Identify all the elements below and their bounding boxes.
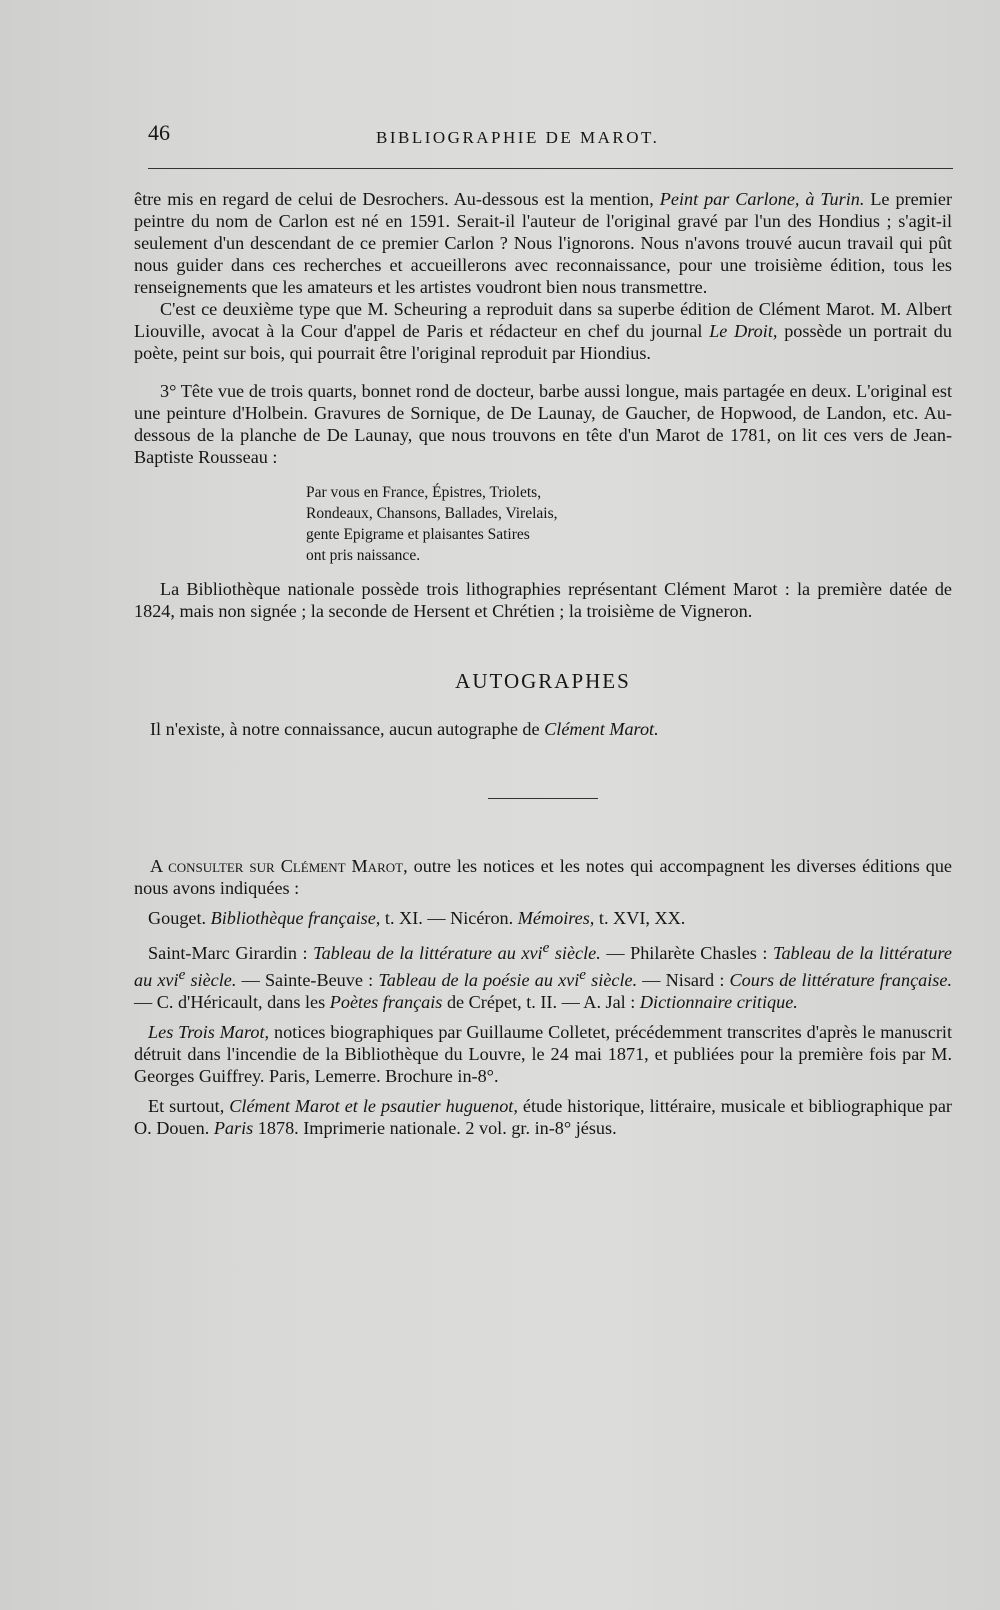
page-number: 46: [148, 120, 170, 145]
paragraph-text: Il n'existe, à notre connaissance, aucun autographe de: [150, 719, 545, 739]
ref-italic: Cours de littérature française.: [729, 970, 953, 991]
ref-italic-part: siècle.: [185, 970, 237, 991]
paragraph-second-type: [134, 298, 952, 364]
ref-italic-part: siècle.: [549, 943, 601, 964]
ref-superscript: e: [579, 966, 587, 984]
ref-italic-part: Tableau de la littérature au xvi: [313, 943, 543, 964]
ref-text: — Nisard :: [637, 970, 730, 991]
reference-gouget: [134, 907, 952, 929]
ref-text: t. XVI, XX.: [594, 908, 686, 928]
ref-text: — Philarète Chasles :: [600, 943, 774, 964]
verse-line: gente Epigrame et plaisantes Satires: [306, 526, 530, 543]
ref-text: — Sainte-Beuve :: [236, 970, 379, 991]
ref-italic: Bibliothèque française,: [210, 908, 381, 928]
paragraph-text: outre les notices et les notes qui accompagnent les diverses éditions que nous avons indiquées :: [134, 856, 953, 898]
ref-italic: [378, 966, 638, 991]
ref-text: — C. d'Héricault, dans les: [134, 992, 330, 1013]
ref-text: t. XI. — Nicéron.: [380, 908, 518, 928]
paragraph-text: Le premier peintre du nom de Carlon est né en 1591. Serait-il l'auteur de l'original gravé par l'un des Hondius ; s'agit-il seulement d'un descendant de ce premier Carlon ? Nous l'ignorons. Nous n'avons trouvé aucun travail qui pût nous guider dans ces recherches et accueillerons avec reconnaissance, pour une troisième édition, tous les renseignements que les amateurs et les artistes voudront bien nous transmettre.: [134, 189, 952, 297]
paragraph-italic: Clément Marot.: [544, 719, 659, 739]
ref-italic: Dictionnaire critique.: [639, 992, 798, 1013]
paragraph-italic: Le Droit,: [709, 321, 778, 341]
paragraph-lithographs: La Bibliothèque nationale possède trois lithographies représentant Clément Marot : la première datée de 1824, mais non signée ; la seconde de Hersent et Chrétien ; la troisième de Vigneron.: [134, 579, 952, 621]
ref-text: Saint-Marc Girardin :: [148, 943, 314, 964]
ref-italic: Clément Marot et le psautier huguenot,: [229, 1096, 518, 1117]
paragraph-autographes: [134, 718, 952, 740]
page-body: [134, 188, 952, 1139]
ref-italic: Paris: [213, 1118, 254, 1139]
ref-text: étude historique, littéraire, musicale et bibliographique par O. Douen.: [134, 1096, 952, 1139]
paragraph-text: possède un portrait du poète, peint sur bois, qui pourrait être l'original reproduit par Hiondius.: [134, 321, 952, 363]
page-header: [148, 118, 948, 158]
ref-text: de Crépet, t. II. — A. Jal :: [442, 992, 640, 1013]
ref-text: 1878. Imprimerie nationale. 2 vol. gr. in-8° jésus.: [253, 1118, 617, 1139]
ref-italic: Poètes français: [329, 992, 443, 1013]
header-rule: [148, 168, 953, 169]
reference-douen: [134, 1095, 952, 1139]
small-caps-lead: A consulter sur Clément Marot,: [150, 856, 408, 876]
verse-quote: [306, 482, 952, 566]
paragraph-consult-intro: [134, 855, 952, 899]
reference-girardin: [134, 937, 952, 1013]
verse-line: Par vous en France, Épistres, Triolets,: [306, 484, 542, 501]
paragraph-italic: Peint par Carlone, à Turin.: [659, 189, 865, 209]
running-title: BIBLIOGRAPHIE DE MAROT.: [376, 128, 660, 147]
section-title-autographes: AUTOGRAPHES: [455, 669, 631, 693]
section-separator: [488, 798, 598, 799]
verse-line: ont pris naissance.: [306, 547, 421, 564]
ref-superscript: e: [542, 939, 550, 956]
paragraph-text: être mis en regard de celui de Desrochers. Au-dessous est la mention,: [134, 189, 660, 209]
ref-text: Gouget.: [148, 908, 211, 928]
ref-italic-part: Tableau de la poésie au xvi: [378, 970, 580, 991]
ref-text: Et surtout,: [148, 1096, 230, 1117]
ref-text: notices biographiques par Guillaume Colletet, précédemment transcrites d'après le manuscrit détruit dans l'incendie de la Bibliothèque du Louvre, le 24 mai 1871, et publiées pour la première fois par M. Georges Guiffrey. Paris, Lemerre. Brochure in-8°.: [134, 1022, 952, 1087]
paragraph-text: C'est ce deuxième type que M. Scheuring a reproduit dans sa superbe édition de Clément Marot. M. Albert Liouville, avocat à la Cour d'appel de Paris et rédacteur en chef du journal: [134, 299, 952, 341]
paragraph-third-type: 3° Tête vue de trois quarts, bonnet rond de docteur, barbe aussi longue, mais partagée en deux. L'original est une peinture d'Holbein. Gravures de Sornique, de De Launay, de Gaucher, de Hopwood, de Landon, etc. Au-dessous de la planche de De Launay, que nous trouvons en tête d'un Marot de 1781, on lit ces vers de Jean-Baptiste Rousseau :: [134, 381, 952, 467]
paragraph-carlone: [134, 188, 952, 298]
ref-italic-part: siècle.: [586, 970, 638, 991]
ref-italic: Les Trois Marot,: [148, 1022, 270, 1043]
verse-line: Rondeaux, Chansons, Ballades, Virelais,: [306, 505, 558, 522]
reference-trois-marot: [134, 1021, 952, 1087]
ref-italic-part: Tableau de la littérature au xvi: [134, 943, 952, 991]
ref-italic: Mémoires,: [517, 908, 595, 928]
ref-italic: [313, 939, 601, 964]
ref-superscript: e: [178, 966, 186, 984]
